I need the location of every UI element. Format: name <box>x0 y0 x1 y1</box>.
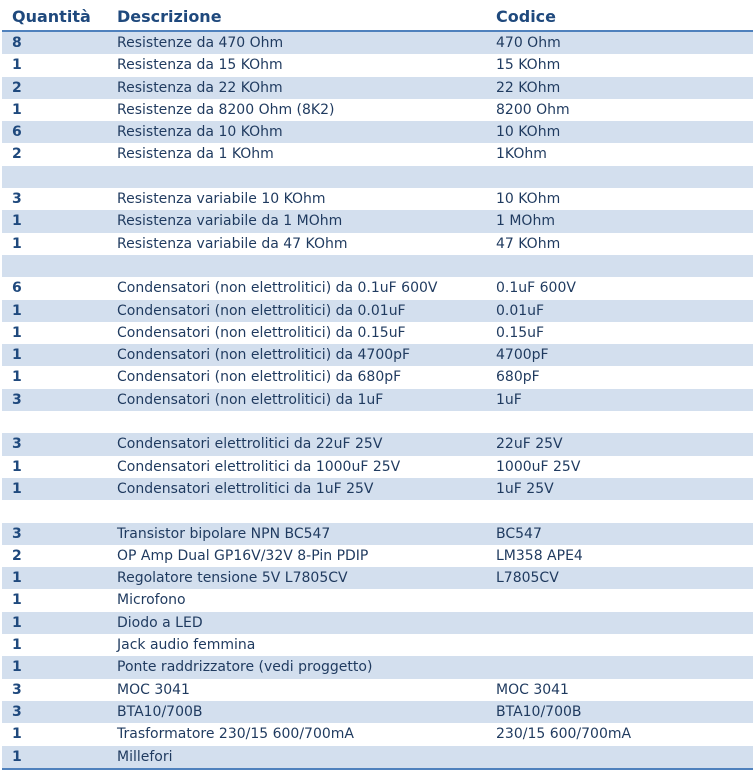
row-code: L7805CV <box>496 570 559 587</box>
table-row <box>2 723 753 745</box>
row-quantity: 1 <box>12 458 22 475</box>
table-row <box>2 277 753 299</box>
row-quantity: 1 <box>12 748 22 765</box>
table-row <box>2 589 753 611</box>
row-code: 0.01uF <box>496 302 545 319</box>
table-row <box>2 210 753 232</box>
row-description: Trasformatore 230/15 600/700mA <box>117 726 354 743</box>
row-description: Condensatori (non elettrolitici) da 4700pF <box>117 347 411 364</box>
row-quantity: 1 <box>12 480 22 497</box>
table-body <box>2 32 753 768</box>
table-bottom-border <box>2 768 753 770</box>
row-code: 1 MOhm <box>496 213 555 230</box>
row-quantity: 3 <box>12 391 22 408</box>
table-row <box>2 612 753 634</box>
row-code: 680pF <box>496 369 540 386</box>
row-code: 22 KOhm <box>496 79 561 96</box>
row-code: 22uF 25V <box>496 436 563 453</box>
row-quantity: 1 <box>12 592 22 609</box>
header-description: Descrizione <box>117 7 222 26</box>
table-row <box>2 322 753 344</box>
row-description: BTA10/700B <box>117 703 203 720</box>
table-row <box>2 121 753 143</box>
row-description: Resistenza variabile da 1 MOhm <box>117 213 343 230</box>
row-description: Transistor bipolare NPN BC547 <box>117 525 331 542</box>
table-row <box>2 456 753 478</box>
table-row <box>2 344 753 366</box>
row-description: Condensatori (non elettrolitici) da 0.01uF <box>117 302 406 319</box>
row-code: 47 KOhm <box>496 235 561 252</box>
row-description: Condensatori (non elettrolitici) da 0.15uF <box>117 324 406 341</box>
row-description: Resistenza variabile da 47 KOhm <box>117 235 348 252</box>
row-description: Microfono <box>117 592 186 609</box>
table-header <box>2 0 753 32</box>
row-code: 4700pF <box>496 347 549 364</box>
table-row <box>2 679 753 701</box>
table-row <box>2 54 753 76</box>
row-code: 470 Ohm <box>496 35 561 51</box>
row-code: 0.15uF <box>496 324 545 341</box>
row-description: Ponte raddrizzatore (vedi proggetto) <box>117 659 373 676</box>
row-quantity: 6 <box>12 124 22 141</box>
row-quantity: 1 <box>12 570 22 587</box>
table-row <box>2 656 753 678</box>
table-row <box>2 188 753 210</box>
table-row <box>2 545 753 567</box>
row-description: Condensatori elettrolitici da 1000uF 25V <box>117 458 401 475</box>
table-row <box>2 77 753 99</box>
row-description: Resistenza da 22 KOhm <box>117 79 283 96</box>
row-code: 0.1uF 600V <box>496 280 576 297</box>
table-row <box>2 411 753 433</box>
row-description: Resistenza da 10 KOhm <box>117 124 283 141</box>
row-quantity: 3 <box>12 525 22 542</box>
row-quantity: 6 <box>12 280 22 297</box>
row-description: OP Amp Dual GP16V/32V 8-Pin PDIP <box>117 547 369 564</box>
row-description: Jack audio femmina <box>117 637 256 654</box>
table-row <box>2 500 753 522</box>
row-description: Condensatori (non elettrolitici) da 680pF <box>117 369 402 386</box>
table-row <box>2 166 753 188</box>
row-quantity: 1 <box>12 101 22 118</box>
row-description: Resistenza variabile 10 KOhm <box>117 191 326 208</box>
row-description: Resistenze da 470 Ohm <box>117 35 284 51</box>
row-quantity: 3 <box>12 681 22 698</box>
table-row <box>2 523 753 545</box>
row-quantity: 1 <box>12 659 22 676</box>
row-quantity: 3 <box>12 703 22 720</box>
table-row <box>2 143 753 165</box>
row-code: 10 KOhm <box>496 124 561 141</box>
table-row <box>2 300 753 322</box>
row-quantity: 1 <box>12 637 22 654</box>
row-description: Condensatori (non elettrolitici) da 0.1uF 600V <box>117 280 438 297</box>
table-row <box>2 233 753 255</box>
table-row <box>2 634 753 656</box>
row-quantity: 1 <box>12 213 22 230</box>
table-row <box>2 701 753 723</box>
table-row <box>2 255 753 277</box>
row-code: LM358 APE4 <box>496 547 583 564</box>
row-code: 1KOhm <box>496 146 547 163</box>
row-quantity: 3 <box>12 436 22 453</box>
row-description: Regolatore tensione 5V L7805CV <box>117 570 348 587</box>
row-description: Condensatori elettrolitici da 1uF 25V <box>117 480 374 497</box>
row-code: 1000uF 25V <box>496 458 581 475</box>
row-description: Condensatori (non elettrolitici) da 1uF <box>117 391 384 408</box>
row-description: Condensatori elettrolitici da 22uF 25V <box>117 436 383 453</box>
header-quantity: Quantità <box>12 7 91 26</box>
row-code: MOC 3041 <box>496 681 569 698</box>
row-description: Millefori <box>117 748 173 765</box>
table-row <box>2 32 753 54</box>
row-quantity: 3 <box>12 191 22 208</box>
row-quantity: 2 <box>12 79 22 96</box>
row-quantity: 1 <box>12 347 22 364</box>
row-code: 10 KOhm <box>496 191 561 208</box>
row-code: 1uF 25V <box>496 480 554 497</box>
row-description: Resistenza da 1 KOhm <box>117 146 274 163</box>
row-quantity: 1 <box>12 302 22 319</box>
row-code: 1uF <box>496 391 522 408</box>
row-quantity: 1 <box>12 614 22 631</box>
row-description: Resistenze da 8200 Ohm (8K2) <box>117 101 335 118</box>
table-row <box>2 746 753 768</box>
row-quantity: 8 <box>12 35 22 51</box>
row-quantity: 1 <box>12 57 22 74</box>
row-quantity: 1 <box>12 324 22 341</box>
row-code: BTA10/700B <box>496 703 582 720</box>
row-code: 8200 Ohm <box>496 101 570 118</box>
row-quantity: 2 <box>12 146 22 163</box>
parts-table <box>2 0 753 770</box>
row-quantity: 1 <box>12 369 22 386</box>
row-description: Resistenza da 15 KOhm <box>117 57 283 74</box>
table-row <box>2 478 753 500</box>
row-code: 230/15 600/700mA <box>496 726 632 743</box>
table-row <box>2 366 753 388</box>
row-quantity: 2 <box>12 547 22 564</box>
table-row <box>2 99 753 121</box>
header-code: Codice <box>496 7 557 26</box>
row-quantity: 1 <box>12 726 22 743</box>
row-code: BC547 <box>496 525 542 542</box>
row-quantity: 1 <box>12 235 22 252</box>
table-row <box>2 567 753 589</box>
row-description: Diodo a LED <box>117 614 203 631</box>
table-row <box>2 389 753 411</box>
table-row <box>2 433 753 455</box>
row-description: MOC 3041 <box>117 681 190 698</box>
row-code: 15 KOhm <box>496 57 561 74</box>
